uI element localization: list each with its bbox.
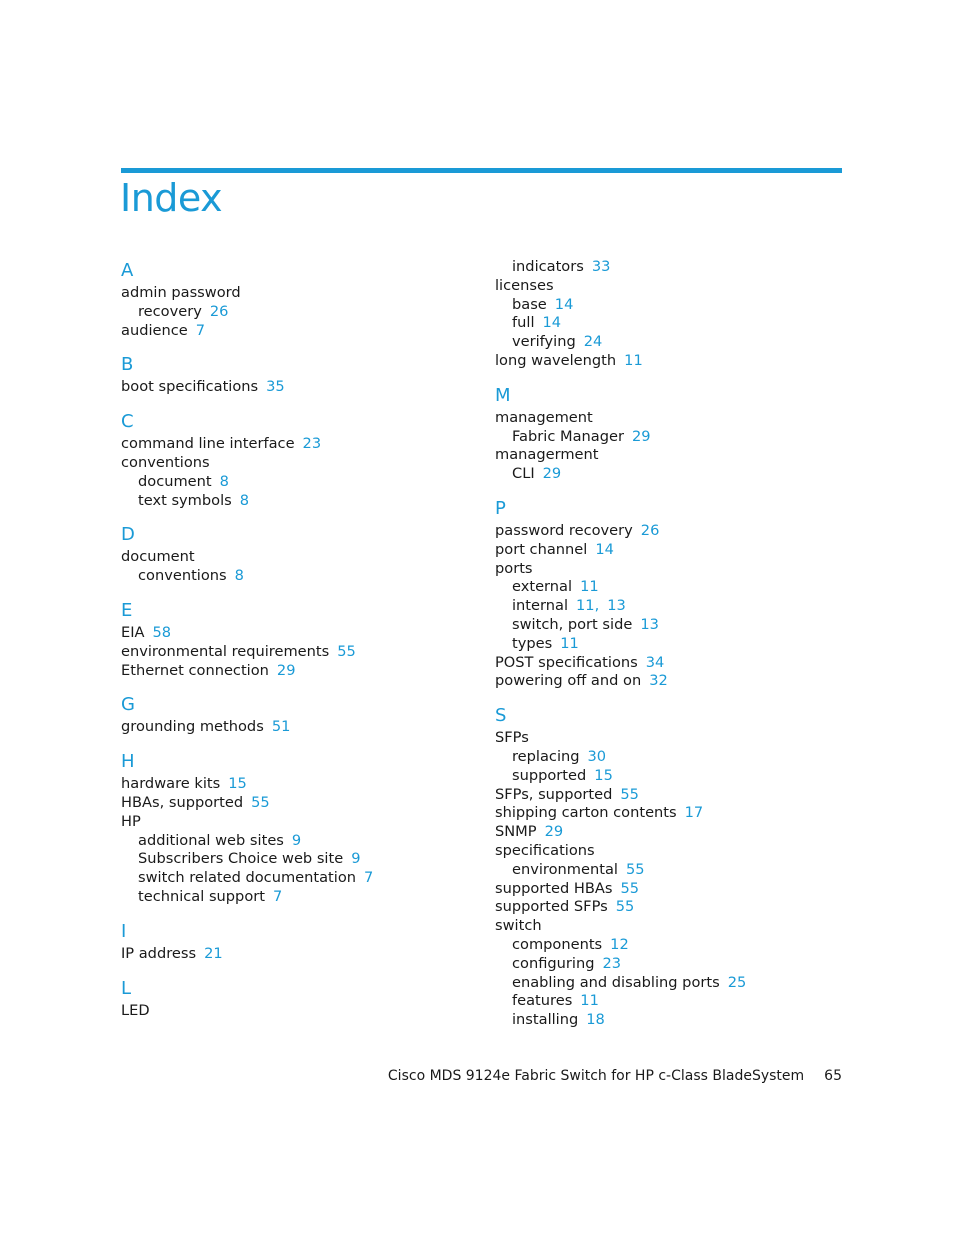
index-term: shipping carton contents (495, 804, 677, 822)
page-link[interactable]: 11 (560, 634, 579, 652)
page-link[interactable]: 11 (624, 351, 643, 369)
index-term: management (495, 408, 593, 426)
index-term: base (512, 295, 547, 313)
index-entry (495, 917, 845, 936)
index-term: port channel (495, 540, 588, 558)
index-term: installing (512, 1011, 579, 1029)
page-link[interactable]: 29 (542, 465, 562, 483)
index-entry (495, 823, 845, 842)
index-term: Ethernet connection (121, 661, 269, 679)
index-term: powering off and on (495, 672, 642, 690)
index-entry (495, 654, 845, 673)
page-link[interactable]: 32 (649, 672, 668, 690)
index-entry (121, 775, 471, 794)
index-subentry (495, 974, 845, 993)
index-entry (121, 322, 471, 341)
index-subentry (495, 597, 845, 616)
index-entry (121, 454, 471, 473)
index-entry (121, 435, 471, 454)
page-link[interactable]: 17 (684, 804, 704, 822)
index-term: text symbols (138, 491, 232, 509)
index-section-letter: L (121, 977, 132, 999)
index-subentry (121, 567, 471, 586)
index-column-right (495, 258, 845, 1030)
index-subentry (495, 955, 845, 974)
index-subentry (495, 992, 845, 1011)
page-link[interactable]: 55 (620, 879, 640, 897)
index-term: types (512, 634, 553, 652)
index-term: document (121, 548, 195, 566)
page-link[interactable]: 58 (152, 623, 172, 641)
index-term: switch (495, 917, 542, 935)
index-term: environmental (512, 860, 618, 878)
page-separator: , (594, 597, 600, 615)
index-term: configuring (512, 954, 595, 972)
page-link[interactable]: 8 (239, 491, 250, 509)
index-term: CLI (512, 465, 535, 483)
index-section-letter: P (495, 497, 506, 519)
index-section-letter: C (121, 411, 134, 433)
index-subentry (495, 314, 845, 333)
page-link[interactable]: 14 (554, 295, 574, 313)
index-entry (495, 352, 845, 371)
index-entry (495, 277, 845, 296)
index-entry (121, 813, 471, 832)
page-link[interactable]: 9 (351, 850, 361, 868)
index-term: SFPs (495, 729, 529, 747)
index-term: command line interface (121, 435, 295, 453)
index-entry (121, 624, 471, 643)
index-entry (495, 729, 845, 748)
page-link[interactable]: 25 (727, 973, 747, 991)
footer-document-title: Cisco MDS 9124e Fabric Switch for HP c-Class BladeSystem (387, 1068, 805, 1084)
index-term: ports (495, 559, 533, 577)
page-link[interactable]: 7 (195, 321, 206, 339)
index-entry (121, 284, 471, 303)
index-term: switch related documentation (138, 869, 357, 887)
index-term: password recovery (495, 521, 633, 539)
page-link[interactable]: 55 (615, 898, 635, 916)
index-section-letter: A (121, 260, 134, 281)
page-link[interactable]: 9 (291, 831, 302, 849)
page-link[interactable]: 15 (228, 775, 247, 793)
page-link[interactable]: 7 (364, 869, 374, 887)
page-link[interactable]: 29 (276, 661, 296, 679)
index-subentry (121, 303, 471, 322)
index-entry (495, 880, 845, 899)
index-term: admin password (121, 284, 241, 301)
index-term: supported (512, 766, 587, 784)
page-link[interactable]: 21 (204, 944, 223, 962)
index-entry (495, 541, 845, 560)
index-term: document (138, 472, 212, 490)
index-term: managerment (495, 446, 599, 464)
index-subentry (495, 578, 845, 597)
index-section-letter: H (121, 751, 135, 773)
page-link[interactable]: 30 (587, 747, 607, 765)
index-term: HBAs, supported (121, 793, 244, 811)
page-link[interactable]: 12 (610, 935, 629, 953)
page-link[interactable]: 18 (586, 1011, 605, 1029)
index-term: replacing (512, 747, 580, 765)
page-link[interactable]: 8 (219, 472, 229, 490)
index-entry (121, 794, 471, 813)
page-link[interactable]: 13 (607, 597, 626, 615)
page-link[interactable]: 11 (580, 992, 599, 1010)
index-section-letter: B (121, 354, 134, 376)
index-entry (495, 560, 845, 579)
page-link[interactable]: 8 (234, 567, 244, 585)
index-entry (495, 786, 845, 805)
index-term: internal (512, 597, 568, 615)
index-term: components (512, 935, 603, 953)
index-term: switch, port side (512, 615, 633, 633)
page-link[interactable]: 55 (620, 785, 639, 803)
index-term: supported HBAs (495, 879, 613, 897)
index-term: Subscribers Choice web site (138, 850, 344, 868)
index-term: environmental requirements (121, 642, 330, 660)
page-link[interactable]: 24 (583, 333, 603, 351)
index-term: additional web sites (138, 831, 284, 849)
index-subentry (495, 1011, 845, 1030)
index-term: LED (121, 1001, 150, 1019)
index-term: grounding methods (121, 718, 264, 736)
page-link[interactable]: 23 (302, 435, 322, 453)
index-subentry (495, 428, 845, 447)
index-column-left (121, 258, 471, 1020)
index-entry (121, 945, 471, 964)
index-section-letter: S (495, 705, 507, 727)
index-subentry (121, 832, 471, 851)
index-term: conventions (121, 453, 210, 471)
index-subentry (495, 767, 845, 786)
index-term: verifying (512, 333, 576, 351)
page-link[interactable]: 11 (576, 597, 595, 615)
index-entry (121, 718, 471, 737)
page-link[interactable]: 55 (337, 642, 356, 660)
page-link[interactable]: 51 (271, 718, 291, 736)
index-entry (121, 643, 471, 662)
index-section-letter: E (121, 599, 133, 621)
page-link[interactable]: 33 (591, 258, 611, 275)
index-term: full (512, 314, 535, 332)
page-link[interactable]: 29 (544, 823, 564, 841)
page-link[interactable]: 55 (251, 793, 270, 811)
index-subentry (495, 748, 845, 767)
index-subentry (495, 333, 845, 352)
page-link[interactable]: 35 (266, 378, 285, 396)
index-term: Fabric Manager (512, 427, 624, 445)
index-entry (121, 1002, 471, 1021)
index-subentry (121, 492, 471, 511)
page-footer (388, 1066, 842, 1086)
index-entry (495, 446, 845, 465)
page-link[interactable]: 26 (209, 302, 229, 320)
page-link[interactable]: 13 (640, 615, 659, 633)
index-entry (121, 662, 471, 681)
index-term: boot specifications (121, 378, 259, 396)
index-term: features (512, 992, 573, 1010)
index-section-letter: M (495, 384, 511, 406)
page-link[interactable]: 14 (542, 314, 562, 332)
index-term: hardware kits (121, 775, 221, 793)
index-entry (121, 378, 471, 397)
index-term: EIA (121, 623, 145, 641)
page-link[interactable]: 23 (602, 954, 622, 972)
index-term: POST specifications (495, 653, 638, 671)
index-entry (495, 898, 845, 917)
index-section-letter: I (121, 920, 127, 942)
index-term: recovery (138, 302, 202, 320)
index-term: long wavelength (495, 351, 617, 369)
index-subentry (495, 936, 845, 955)
index-subentry (121, 850, 471, 869)
index-term: IP address (121, 944, 197, 962)
index-term: SNMP (495, 823, 537, 841)
page-link[interactable]: 34 (645, 653, 665, 671)
index-entry (495, 842, 845, 861)
page-link[interactable]: 14 (595, 540, 614, 558)
index-subentry (495, 861, 845, 880)
index-entry (495, 672, 845, 691)
page-link[interactable]: 7 (272, 887, 283, 905)
index-entry (495, 409, 845, 428)
page-title: Index (120, 176, 223, 220)
index-subentry (495, 296, 845, 315)
footer-page-number: 65 (824, 1068, 842, 1084)
index-term: SFPs, supported (495, 785, 613, 803)
page-link[interactable]: 55 (625, 860, 645, 878)
index-term: technical support (138, 887, 265, 905)
page-link[interactable]: 15 (594, 766, 613, 784)
index-entry (121, 548, 471, 567)
index-section-letter: D (121, 524, 135, 546)
index-subentry (495, 635, 845, 654)
index-term: enabling and disabling ports (512, 973, 720, 991)
index-term: conventions (138, 567, 227, 585)
index-subentry (121, 888, 471, 907)
index-term: supported SFPs (495, 898, 608, 916)
index-entry (495, 522, 845, 541)
page-link[interactable]: 29 (631, 427, 651, 445)
index-term: specifications (495, 841, 595, 859)
page-link[interactable]: 26 (640, 521, 660, 539)
index-subentry (495, 616, 845, 635)
index-term: HP (121, 812, 141, 830)
index-term: external (512, 578, 573, 596)
index-term: indicators (512, 258, 584, 275)
index-term: licenses (495, 276, 554, 294)
index-subentry (495, 258, 845, 277)
page-link[interactable]: 11 (580, 578, 599, 596)
index-entry (495, 804, 845, 823)
index-subentry (121, 869, 471, 888)
index-term: audience (121, 321, 188, 339)
index-subentry (495, 465, 845, 484)
index-section-letter: G (121, 694, 135, 716)
header-rule (121, 168, 842, 173)
index-subentry (121, 473, 471, 492)
